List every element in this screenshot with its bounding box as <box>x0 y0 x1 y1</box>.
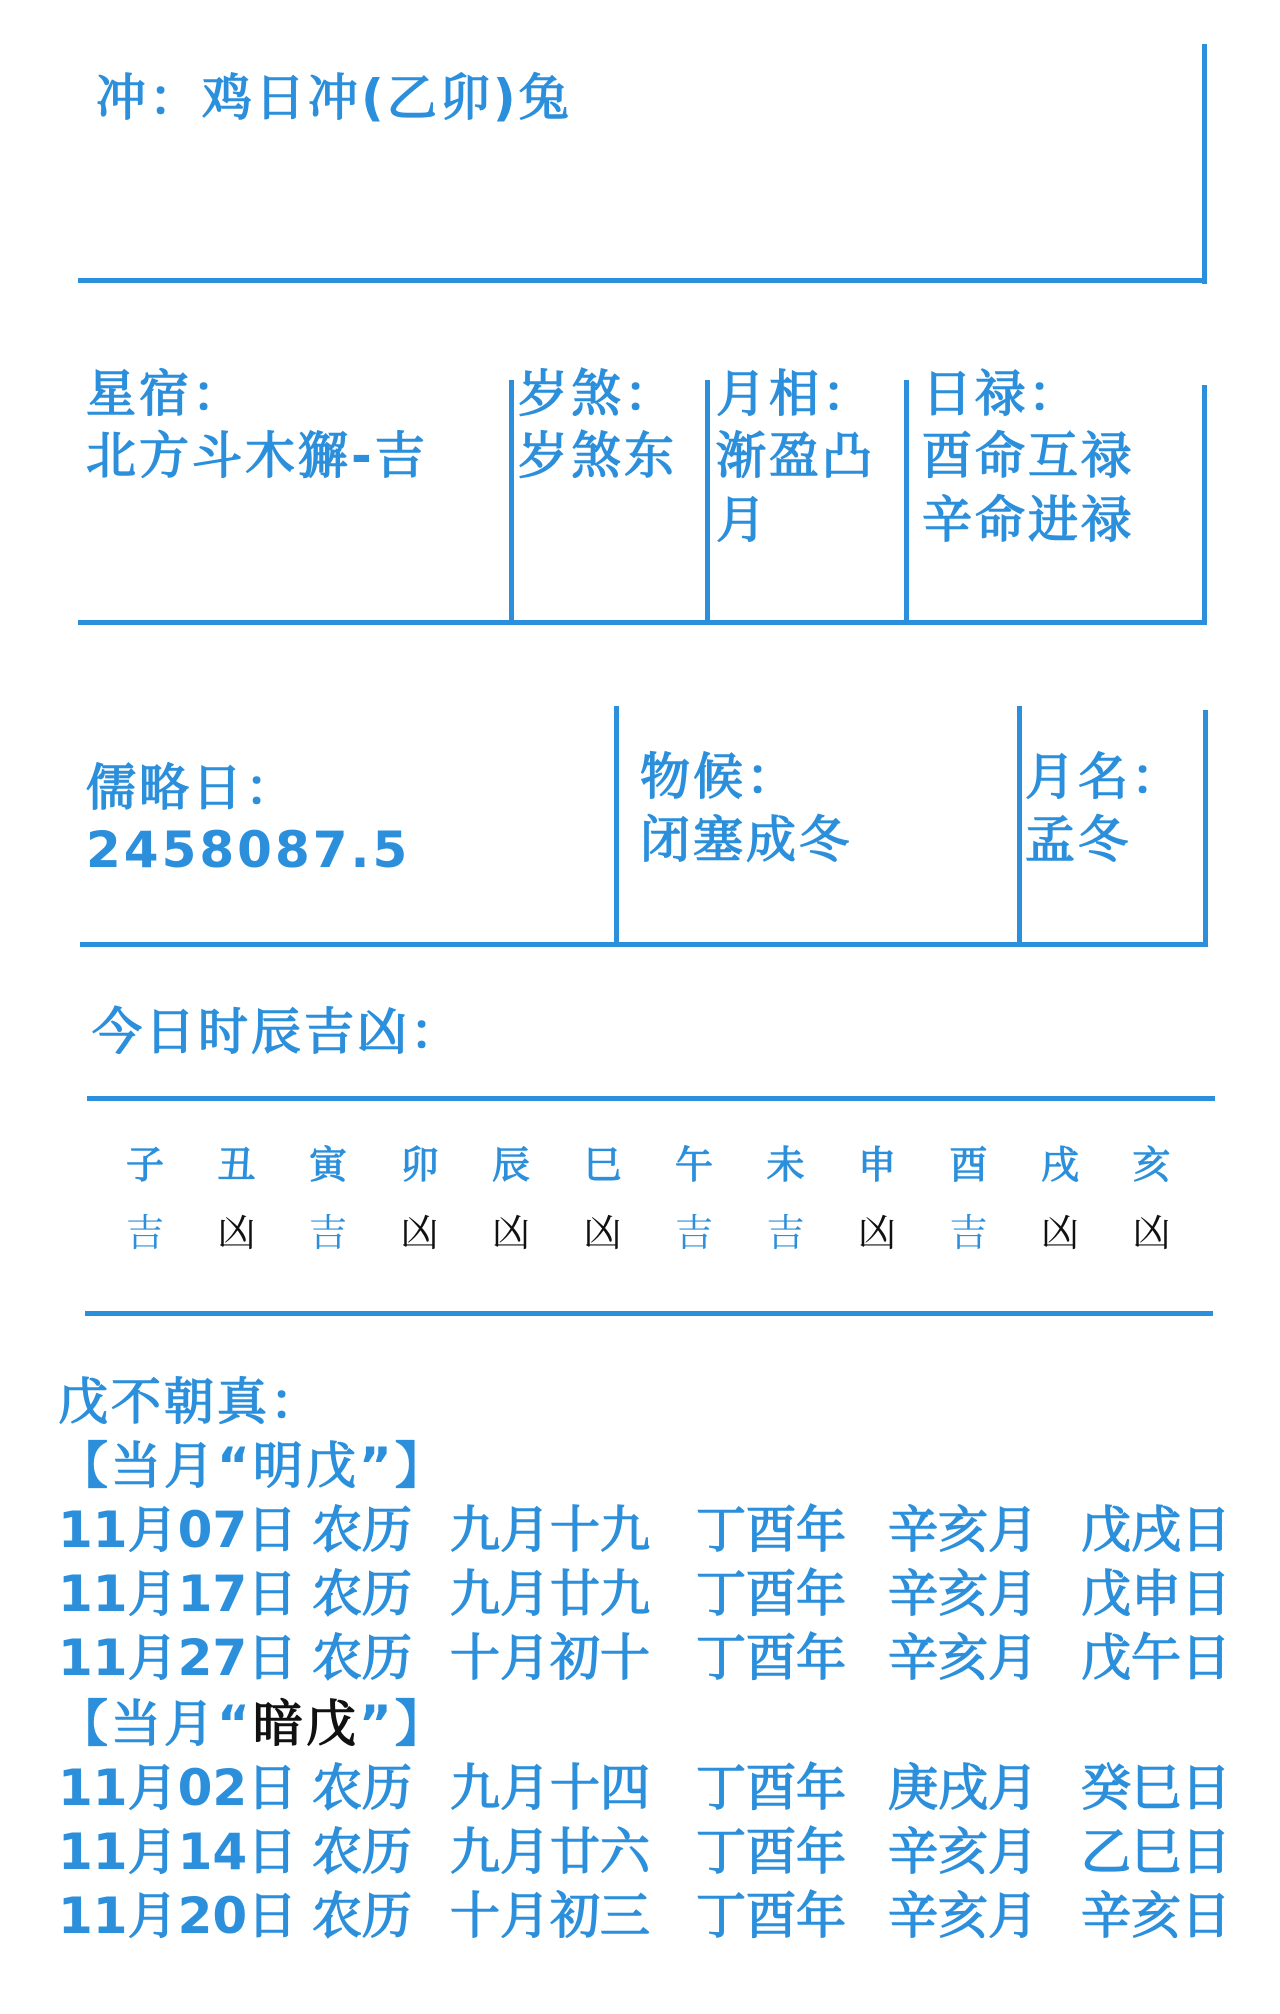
wuhou-value: 闭塞成冬 <box>640 811 852 869</box>
rilu-value-1: 酉命互禄 <box>922 427 1134 485</box>
date-cell: 戊戌日 <box>1081 1501 1231 1559</box>
yueming-label: 月名： <box>1025 748 1184 806</box>
hour-branch: 未 <box>766 1143 805 1187</box>
divider-v-3b <box>1017 706 1022 946</box>
date-cell: 辛亥月 <box>888 1887 1038 1945</box>
date-cell: 丁酉年 <box>696 1565 846 1623</box>
yuexiang-label: 月相： <box>716 365 875 423</box>
an-header <box>58 1692 448 1756</box>
wu-title: 戊不朝真： <box>58 1373 323 1431</box>
hour-fortune: 凶 <box>491 1211 530 1255</box>
suisha-value: 岁煞东 <box>518 427 677 485</box>
date-cell: 戊申日 <box>1081 1565 1231 1623</box>
hour-fortune: 吉 <box>308 1211 347 1255</box>
hour-fortune: 凶 <box>400 1211 439 1255</box>
date-cell: 庚戌月 <box>888 1759 1038 1817</box>
divider-2 <box>78 620 1207 625</box>
divider-1 <box>78 278 1207 283</box>
date-cell: 丁酉年 <box>696 1887 846 1945</box>
xingsu-value: 北方斗木獬-吉 <box>86 427 428 485</box>
date-cell: 辛亥月 <box>888 1629 1038 1687</box>
hour-branch: 卯 <box>400 1143 439 1187</box>
divider-v-2a <box>509 380 514 625</box>
hour-fortune: 凶 <box>1132 1211 1171 1255</box>
an-header-word: 暗戊 <box>252 1695 359 1753</box>
hour-fortune: 吉 <box>766 1211 805 1255</box>
date-cell: 九月十九 <box>450 1501 650 1559</box>
hours-divider-bottom <box>85 1311 1213 1316</box>
hour-fortune: 凶 <box>1040 1211 1079 1255</box>
wuhou-label: 物候： <box>640 748 799 806</box>
suisha-label: 岁煞： <box>518 365 677 423</box>
date-cell: 农历 <box>312 1629 412 1687</box>
date-cell: 11月02日 <box>58 1759 298 1817</box>
julian-value: 2458087.5 <box>86 821 411 879</box>
julian-label: 儒略日： <box>86 759 298 817</box>
date-cell: 农历 <box>312 1759 412 1817</box>
ming-header <box>58 1434 448 1498</box>
rilu-value-2: 辛命进禄 <box>922 491 1134 549</box>
hours-title: 今日时辰吉凶： <box>92 1003 463 1061</box>
date-cell: 戊午日 <box>1081 1629 1231 1687</box>
divider-v-2b <box>705 380 710 625</box>
date-cell: 辛亥月 <box>888 1565 1038 1623</box>
frame-right-2 <box>1202 385 1207 625</box>
chong-text <box>96 66 572 130</box>
hour-branch: 戌 <box>1040 1143 1079 1187</box>
frame-right-1 <box>1202 44 1207 284</box>
date-cell: 辛亥月 <box>888 1501 1038 1559</box>
hour-fortune: 凶 <box>583 1211 622 1255</box>
ming-header-open: 【当月“ <box>58 1437 253 1495</box>
date-cell: 丁酉年 <box>696 1823 846 1881</box>
divider-v-2c <box>904 380 909 625</box>
yuexiang-value-1: 渐盈凸 <box>716 427 875 485</box>
divider-3 <box>80 942 1208 947</box>
date-cell: 11月14日 <box>58 1823 298 1881</box>
rilu-label: 日禄： <box>922 365 1081 423</box>
xingsu-label: 星宿： <box>86 365 245 423</box>
hour-fortune: 凶 <box>217 1211 256 1255</box>
hour-fortune: 吉 <box>125 1211 164 1255</box>
hour-branch: 申 <box>857 1143 896 1187</box>
hour-branch: 辰 <box>491 1143 530 1187</box>
hour-fortune: 凶 <box>857 1211 896 1255</box>
date-cell: 丁酉年 <box>696 1759 846 1817</box>
date-cell: 乙巳日 <box>1081 1823 1231 1881</box>
an-header-close: ”】 <box>358 1695 448 1753</box>
date-cell: 辛亥日 <box>1081 1887 1231 1945</box>
date-cell: 农历 <box>312 1887 412 1945</box>
date-cell: 11月07日 <box>58 1501 298 1559</box>
yuexiang-value-2: 月 <box>716 491 769 549</box>
hour-branch: 午 <box>674 1143 713 1187</box>
date-cell: 丁酉年 <box>696 1629 846 1687</box>
chong-value: 鸡日冲(乙卯)兔 <box>202 69 572 127</box>
date-cell: 11月27日 <box>58 1629 298 1687</box>
date-cell: 农历 <box>312 1565 412 1623</box>
an-header-open: 【当月“ <box>58 1695 253 1753</box>
date-cell: 九月十四 <box>450 1759 650 1817</box>
date-cell: 辛亥月 <box>888 1823 1038 1881</box>
date-cell: 11月20日 <box>58 1887 298 1945</box>
hour-fortune: 吉 <box>674 1211 713 1255</box>
date-cell: 农历 <box>312 1501 412 1559</box>
hours-divider-top <box>87 1096 1215 1101</box>
hour-branch: 寅 <box>308 1143 347 1187</box>
date-cell: 十月初三 <box>450 1887 650 1945</box>
date-cell: 11月17日 <box>58 1565 298 1623</box>
date-cell: 丁酉年 <box>696 1501 846 1559</box>
frame-right-3 <box>1203 710 1208 946</box>
date-cell: 九月廿六 <box>450 1823 650 1881</box>
divider-v-3a <box>614 706 619 946</box>
hour-branch: 巳 <box>583 1143 622 1187</box>
hour-branch: 酉 <box>949 1143 988 1187</box>
chong-label: 冲： <box>96 69 202 127</box>
ming-header-word: 明戊 <box>252 1437 359 1495</box>
hour-branch: 亥 <box>1132 1143 1171 1187</box>
ming-header-close: ”】 <box>358 1437 448 1495</box>
hour-branch: 丑 <box>217 1143 256 1187</box>
date-cell: 癸巳日 <box>1081 1759 1231 1817</box>
date-cell: 九月廿九 <box>450 1565 650 1623</box>
yueming-value: 孟冬 <box>1025 811 1131 869</box>
hour-branch: 子 <box>125 1143 164 1187</box>
hour-fortune: 吉 <box>949 1211 988 1255</box>
date-cell: 十月初十 <box>450 1629 650 1687</box>
date-cell: 农历 <box>312 1823 412 1881</box>
